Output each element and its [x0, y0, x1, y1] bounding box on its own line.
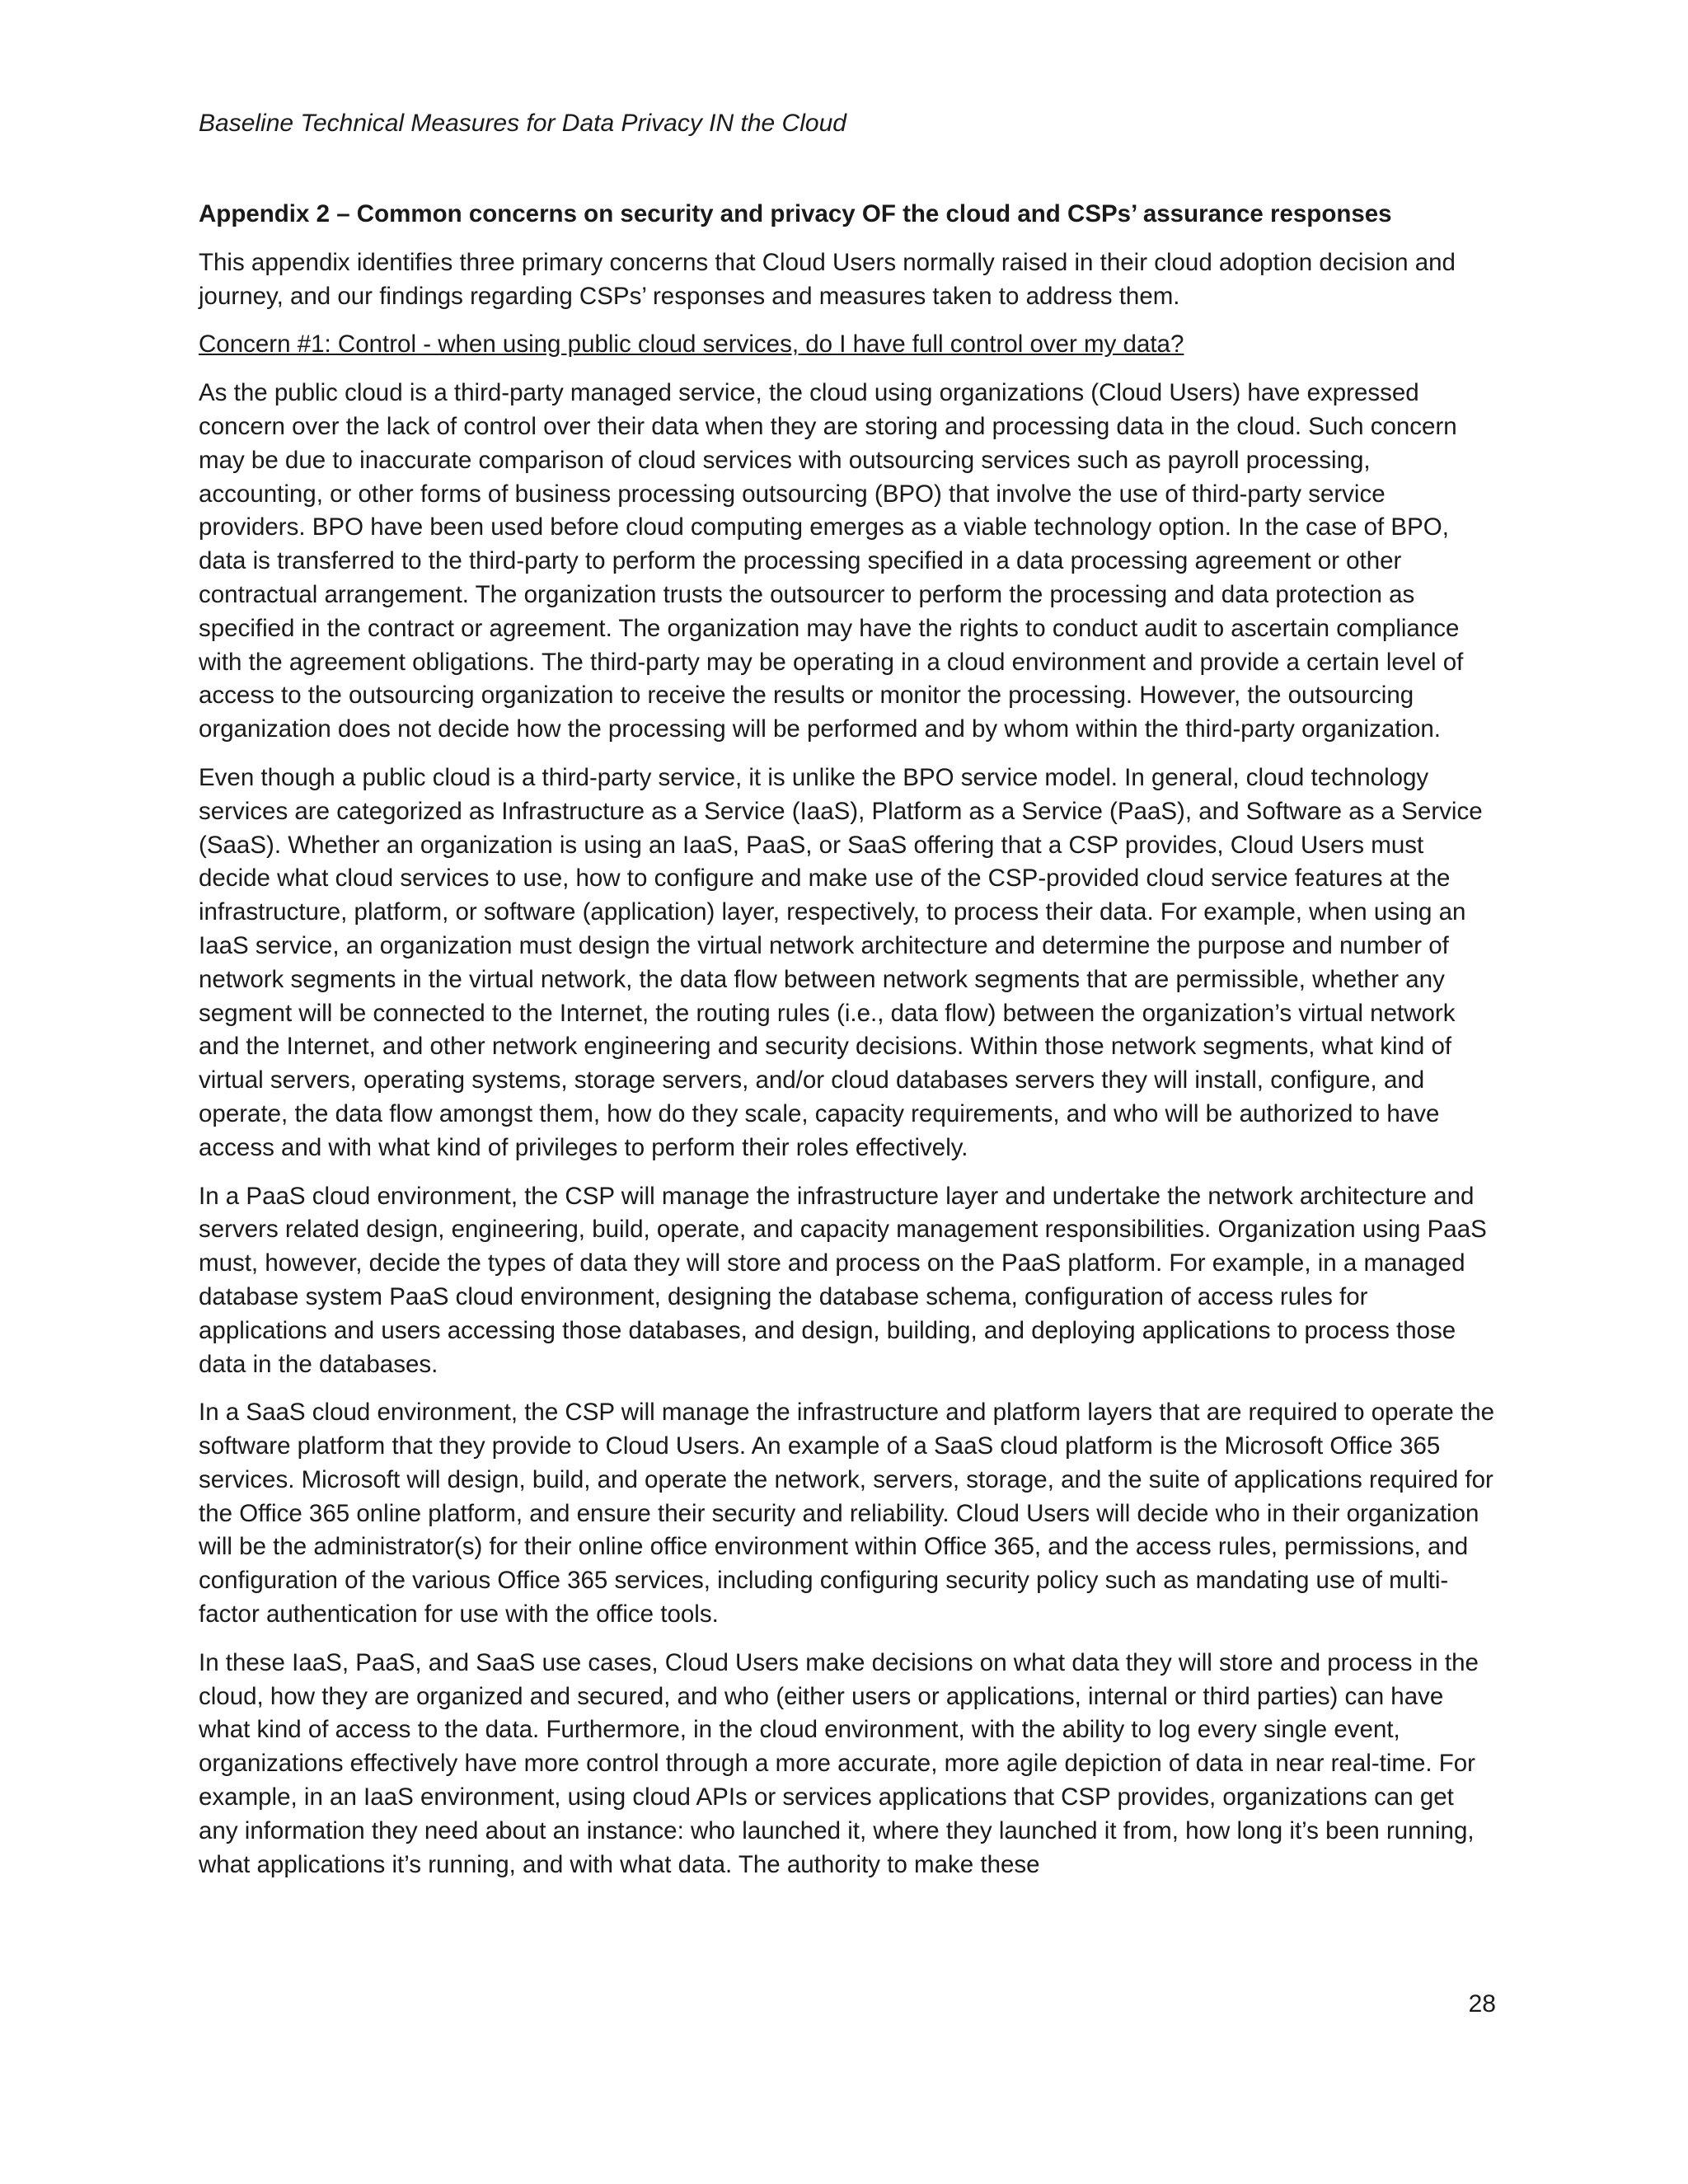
body-column: [199, 198, 1498, 1896]
running-header: Baseline Technical Measures for Data Privacy IN the Cloud: [199, 110, 846, 137]
body-paragraph: In a PaaS cloud environment, the CSP will manage the infrastructure layer and undertake the network architecture and servers related design, engineering, build, operate, and capacity management responsibilities. Organization using PaaS must, however, decide the types of data they will store and process on the PaaS platform. For example, in a managed database system PaaS cloud environment, designing the database schema, configuration of access rules for applications and users accessing those databases, and design, building, and deploying applications to process those data in the databases.: [199, 1182, 1487, 1378]
intro-paragraph: This appendix identifies three primary concerns that Cloud Users normally raised in their cloud adoption decision and journey, and our findings regarding CSPs’ responses and measures taken to address them.: [199, 248, 1456, 310]
concern-heading: Concern #1: Control - when using public cloud services, do I have full control over my data?: [199, 330, 1184, 359]
body-paragraph: In a SaaS cloud environment, the CSP will manage the infrastructure and platform layers that are required to operate the software platform that they provide to Cloud Users. An example of a SaaS cloud platform is the Microsoft Office 365 services. Microsoft will design, build, and operate the network, servers, storage, and the suite of applications required for the Office 365 online platform, and ensure their security and reliability. Cloud Users will decide who in their organization will be the administrator(s) for their online office environment within Office 365, and the access rules, permissions, and configuration of the various Office 365 services, including configuring security policy such as mandating use of multi-factor authentication for use with the office tools.: [199, 1399, 1495, 1629]
body-paragraph: As the public cloud is a third-party managed service, the cloud using organizations (Cloud Users) have expressed concern over the lack of control over their data when they are storing and processing data in the cloud. Such concern may be due to inaccurate comparison of cloud services with outsourcing services such as payroll processing, accounting, or other forms of business processing outsourcing (BPO) that involve the use of third-party service providers. BPO have been used before cloud computing emerges as a viable technology option. In the case of BPO, data is transferred to the third-party to perform the processing specified in a data processing agreement or other contractual arrangement. The organization trusts the outsourcer to perform the processing and data protection as specified in the contract or agreement. The organization may have the rights to conduct audit to ascertain compliance with the agreement obligations. The third-party may be operating in a cloud environment and provide a certain level of access to the outsourcing organization to receive the results or monitor the processing. However, the outsourcing organization does not decide how the processing will be performed and by whom within the third-party organization.: [199, 379, 1464, 743]
body-paragraph: Even though a public cloud is a third-party service, it is unlike the BPO service model. In general, cloud technology services are categorized as Infrastructure as a Service (IaaS), Platform as a Service (PaaS), and Software as a Service (SaaS). Whether an organization is using an IaaS, PaaS, or SaaS offering that a CSP provides, Cloud Users must decide what cloud services to use, how to configure and make use of the CSP-provided cloud service features at the infrastructure, platform, or software (application) layer, respectively, to process their data. For example, when using an IaaS service, an organization must design the virtual network architecture and determine the purpose and number of network segments in the virtual network, the data flow between network segments that are permissible, whether any segment will be connected to the Internet, the routing rules (i.e., data flow) between the organization’s virtual network and the Internet, and other network engineering and security decisions. Within those network segments, what kind of virtual servers, operating systems, storage servers, and/or cloud databases servers they will install, configure, and operate, the data flow amongst them, how do they scale, capacity requirements, and who will be authorized to have access and with what kind of privileges to perform their roles effectively.: [199, 763, 1483, 1161]
body-paragraph: In these IaaS, PaaS, and SaaS use cases, Cloud Users make decisions on what data they will store and process in the cloud, how they are organized and secured, and who (either users or applications, internal or third parties) can have what kind of access to the data. Furthermore, in the cloud environment, with the ability to log every single event, organizations effectively have more control through a more accurate, more agile depiction of data in near real-time. For example, in an IaaS environment, using cloud APIs or services applications that CSP provides, organizations can get any information they need about an instance: who launched it, where they launched it from, how long it’s been running, what applications it’s running, and with what data. The authority to make these: [199, 1648, 1479, 1878]
appendix-title: Appendix 2 – Common concerns on security and privacy OF the cloud and CSPs’ assurance responses: [199, 200, 1392, 227]
page-number: 28: [1468, 1990, 1496, 2018]
